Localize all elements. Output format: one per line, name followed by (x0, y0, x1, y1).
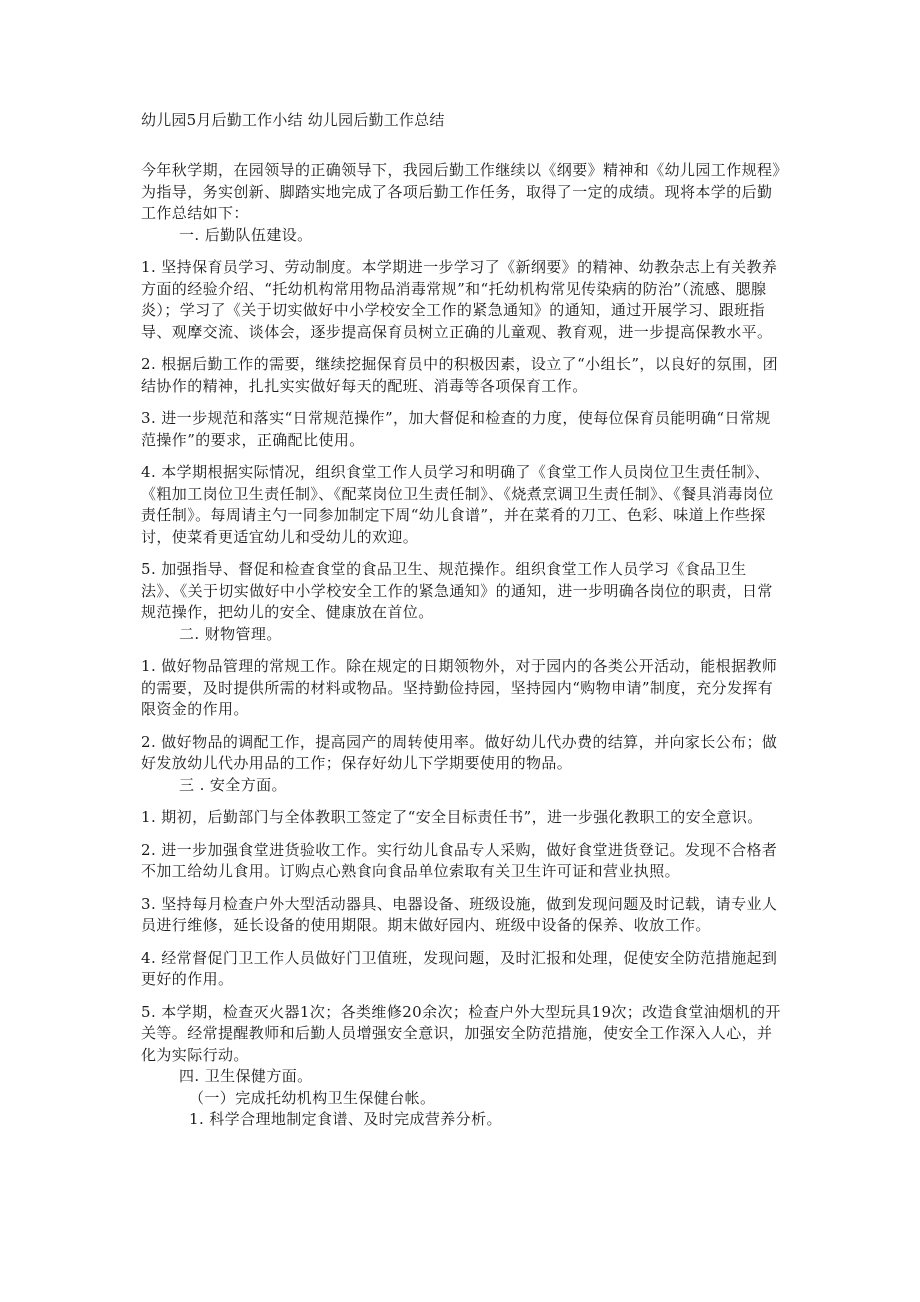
body-paragraph: 2. 做好物品的调配工作，提高园产的周转使用率。做好幼儿代办费的结算，并向家长公布；做好发放幼儿代办用品的工作；保存好幼儿下学期要使用的物品。 (141, 732, 778, 772)
subsection-heading: 1. 科学合理地制定食谱、及时完成营养分析。 (189, 1110, 502, 1128)
body-paragraph: 2. 进一步加强食堂进货验收工作。实行幼儿食品专人采购，做好食堂进货登记。发现不合格者不加工给幼儿食用。订购点心熟食向食品单位索取有关卫生许可证和营业执照。 (141, 840, 778, 880)
body-paragraph: 1. 坚持保育员学习、劳动制度。本学期进一步学习了《新纲要》的精神、幼教杂志上有关教养方面的经验介绍、“托幼机构常用物品消毒常规”和“托幼机构常见传染病的防治”（流感、腮腺炎）；学习了《关于切实做好中小学校安全工作的紧急通知》的通知，通过开展学习、跟班指导、观摩交流、谈体会，逐步提高保育员树立正确的儿童观、教育观，进一步提高保教水平。 (141, 258, 778, 341)
document-body (141, 160, 781, 1131)
document-title: 幼儿园5月后勤工作小结 幼儿园后勤工作总结 (141, 111, 445, 129)
body-paragraph: 3. 进一步规范和落实“日常规范操作”，加大督促和检查的力度，使每位保育员能明确“日常规范操作”的要求，正确配比使用。 (141, 409, 771, 449)
body-paragraph: 今年秋学期，在园领导的正确领导下，我园后勤工作继续以《纲要》精神和《幼儿园工作规程》为指导，务实创新、脚踏实地完成了各项后勤工作任务，取得了一定的成绩。现将本学的后勤工作总结如下： (141, 161, 781, 222)
subsection-heading: （一）完成托幼机构卫生保健台帐。 (189, 1088, 436, 1107)
section-heading: 二. 财物管理。 (179, 624, 282, 643)
body-paragraph: 3. 坚持每月检查户外大型活动器具、电器设备、班级设施，做到发现问题及时记载，请专业人员进行维修，延长设备的使用期限。期末做好园内、班级中设备的保养、收放工作。 (141, 894, 778, 934)
body-paragraph: 2. 根据后勤工作的需要，继续挖掘保育员中的积极因素，设立了“小组长”，以良好的氛围，团结协作的精神，扎扎实实做好每天的配班、消毒等各项保育工作。 (141, 355, 779, 395)
section-heading: 四. 卫生保健方面。 (179, 1067, 313, 1085)
body-paragraph: 5. 加强指导、督促和检查食堂的食品卫生、规范操作。组织食堂工作人员学习《食品卫生法》、《关于切实做好中小学校安全工作的紧急通知》的通知，进一步明确各岗位的职责，日常规范操作，把幼儿的安全、健康放在首位。 (141, 560, 773, 621)
body-paragraph: 1. 期初，后勤部门与全体教职工签定了“安全目标责任书”，进一步强化教职工的安全意识。 (141, 808, 763, 826)
body-paragraph: 1. 做好物品管理的常规工作。除在规定的日期领物外，对于园内的各类公开活动，能根据教师的需要，及时提供所需的材料或物品。坚持勤俭持园，坚持园内“购物申请”制度，充分发挥有限资金的作用。 (141, 657, 778, 718)
body-paragraph: 4. 经常督促门卫工作人员做好门卫值班，发现问题，及时汇报和处理，促使安全防范措施起到更好的作用。 (141, 948, 778, 988)
body-paragraph: 4. 本学期根据实际情况，组织食堂工作人员学习和明确了《食堂工作人员岗位卫生责任制》、《粗加工岗位卫生责任制》、《配菜岗位卫生责任制》、《烧煮烹调卫生责任制》、《餐具消毒岗位责任制》。每周请主勺一同参加制定下周“幼儿食谱”，并在菜肴的刀工、色彩、味道上作些探讨，使菜肴更适宜幼儿和受幼儿的欢迎。 (141, 463, 774, 546)
body-paragraph: 5. 本学期，检查灭火器1次；各类维修20余次；检查户外大型玩具19次；改造食堂油烟机的开关等。经常提醒教师和后勤人员增强安全意识，加强安全防范措施，使安全工作深入人心，并化为实际行动。 (141, 1002, 781, 1064)
section-heading: 三 . 安全方面。 (179, 775, 287, 794)
section-heading: 一. 后勤队伍建设。 (179, 225, 313, 244)
